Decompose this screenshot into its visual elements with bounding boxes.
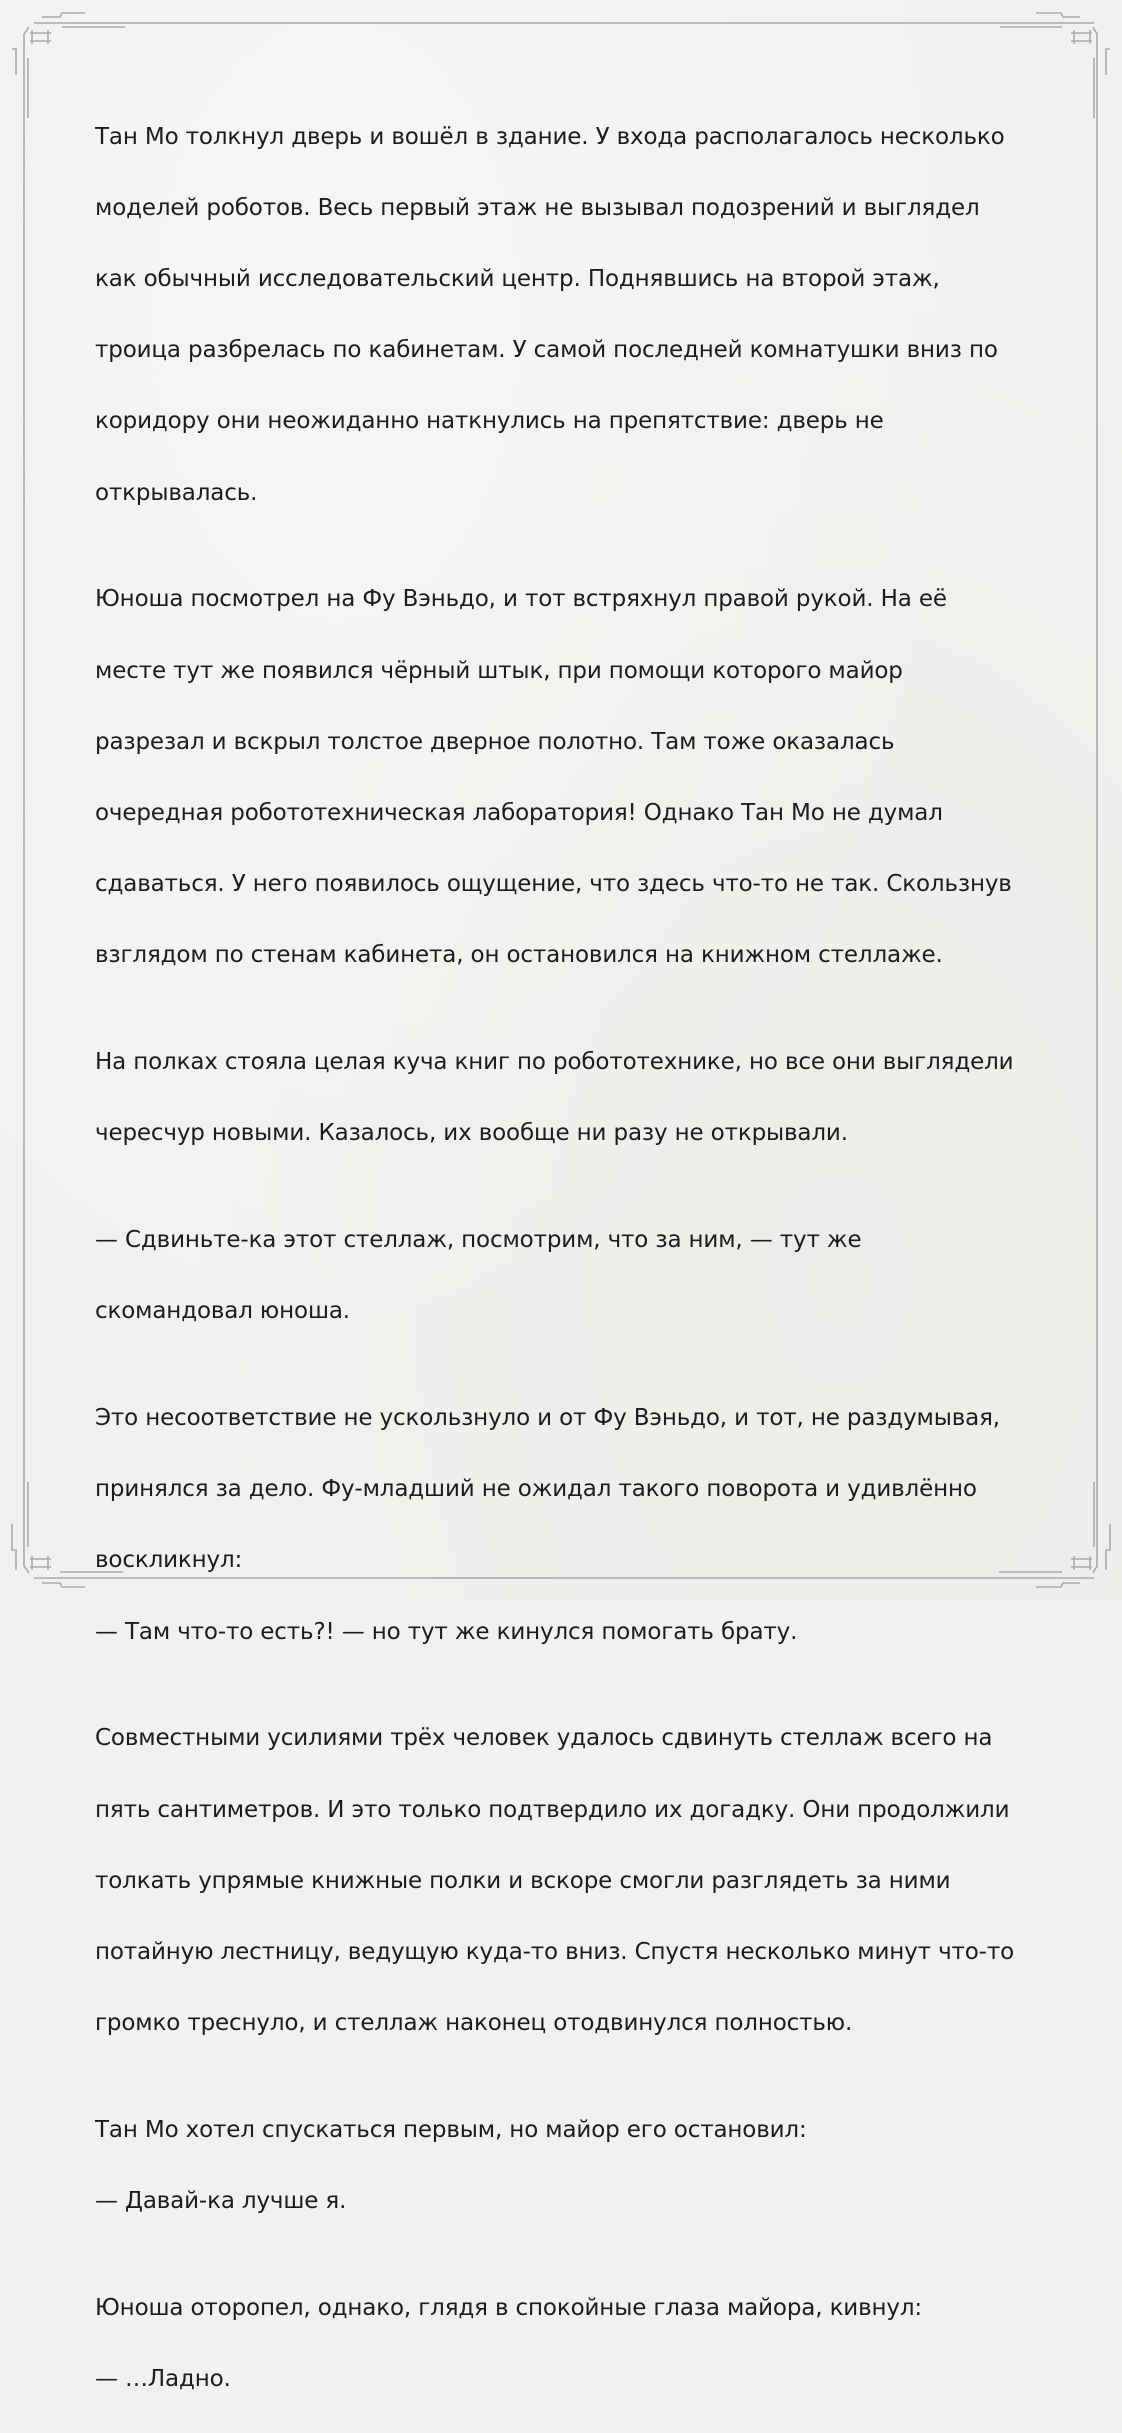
text-line: Юноша посмотрел на Фу Вэньдо, и тот встряхнул правой рукой. На её <box>95 586 947 613</box>
text-line: коридору они неожиданно наткнулись на препятствие: дверь не <box>95 408 884 435</box>
dialogue-line: — Там что-то есть?! — но тут же кинулся помогать брату. <box>95 1618 798 1645</box>
dialogue-line: — …Ладно. <box>95 2366 231 2392</box>
text-line: На полках стояла целая куча книг по робототехнике, но все они выглядели <box>95 1049 1014 1076</box>
text-line: моделей роботов. Весь первый этаж не вызывал подозрений и выглядел <box>95 194 980 221</box>
text-line: Юноша оторопел, однако, глядя в спокойные глаза майора, кивнул: <box>95 2294 923 2321</box>
dialogue-line: — Давай-ка лучше я. <box>95 2188 347 2215</box>
text-line: троица разбрелась по кабинетам. У самой последней комнатушки вниз по <box>95 337 998 364</box>
text-line: Совместными усилиями трёх человек удалось сдвинуть стеллаж всего на <box>95 1725 993 1752</box>
text-line: месте тут же появился чёрный штык, при помощи которого майор <box>95 657 903 684</box>
text-line: Это несоответствие не ускользнуло и от Фу Вэньдо, и тот, не раздумывая, <box>95 1404 1000 1431</box>
text-line: громко треснуло, и стеллаж наконец отодвинулся полностью. <box>95 2010 853 2037</box>
paragraph <box>95 1365 1035 1650</box>
paragraph <box>95 2255 1035 2397</box>
text-line: воскликнул: <box>95 1547 243 1574</box>
text-line: сдаваться. У него появилось ощущение, что здесь что-то не так. Скользнув <box>95 871 1012 898</box>
text-line: принялся за дело. Фу-младший не ожидал такого поворота и удивлённо <box>95 1476 977 1503</box>
text-line: чересчур новыми. Казалось, их вообще ни разу не открывали. <box>95 1120 848 1147</box>
text-line: очередная робототехническая лаборатория! Однако Тан Мо не думал <box>95 799 943 826</box>
text-line: скомандовал юноша. <box>95 1298 350 1325</box>
document-body <box>95 84 1035 2433</box>
dialogue-line: — Сдвиньте-ка этот стеллаж, посмотрим, что за ним, — тут же <box>95 1227 862 1253</box>
paragraph <box>95 1686 1035 2042</box>
paragraph <box>95 1009 1035 1151</box>
text-line: пять сантиметров. И это только подтвердило их догадку. Они продолжили <box>95 1796 1010 1823</box>
paragraph <box>95 84 1035 511</box>
text-line: Тан Мо хотел спускаться первым, но майор его остановил: <box>95 2116 807 2143</box>
text-line: Тан Мо толкнул дверь и вошёл в здание. У входа располагалось несколько <box>95 123 1005 150</box>
text-line: потайную лестницу, ведущую куда-то вниз. Спустя несколько минут что-то <box>95 1938 1014 1965</box>
text-line: толкать упрямые книжные полки и вскоре смогли разглядеть за ними <box>95 1867 951 1894</box>
text-line: взглядом по стенам кабинета, он остановился на книжном стеллаже. <box>95 942 943 969</box>
paragraph <box>95 2077 1035 2219</box>
text-line: как обычный исследовательский центр. Поднявшись на второй этаж, <box>95 265 940 292</box>
paragraph <box>95 547 1035 974</box>
text-line: разрезал и вскрыл толстое дверное полотно. Там тоже оказалась <box>95 728 895 755</box>
paragraph <box>95 1187 1035 1329</box>
text-line: открывалась. <box>95 479 258 506</box>
